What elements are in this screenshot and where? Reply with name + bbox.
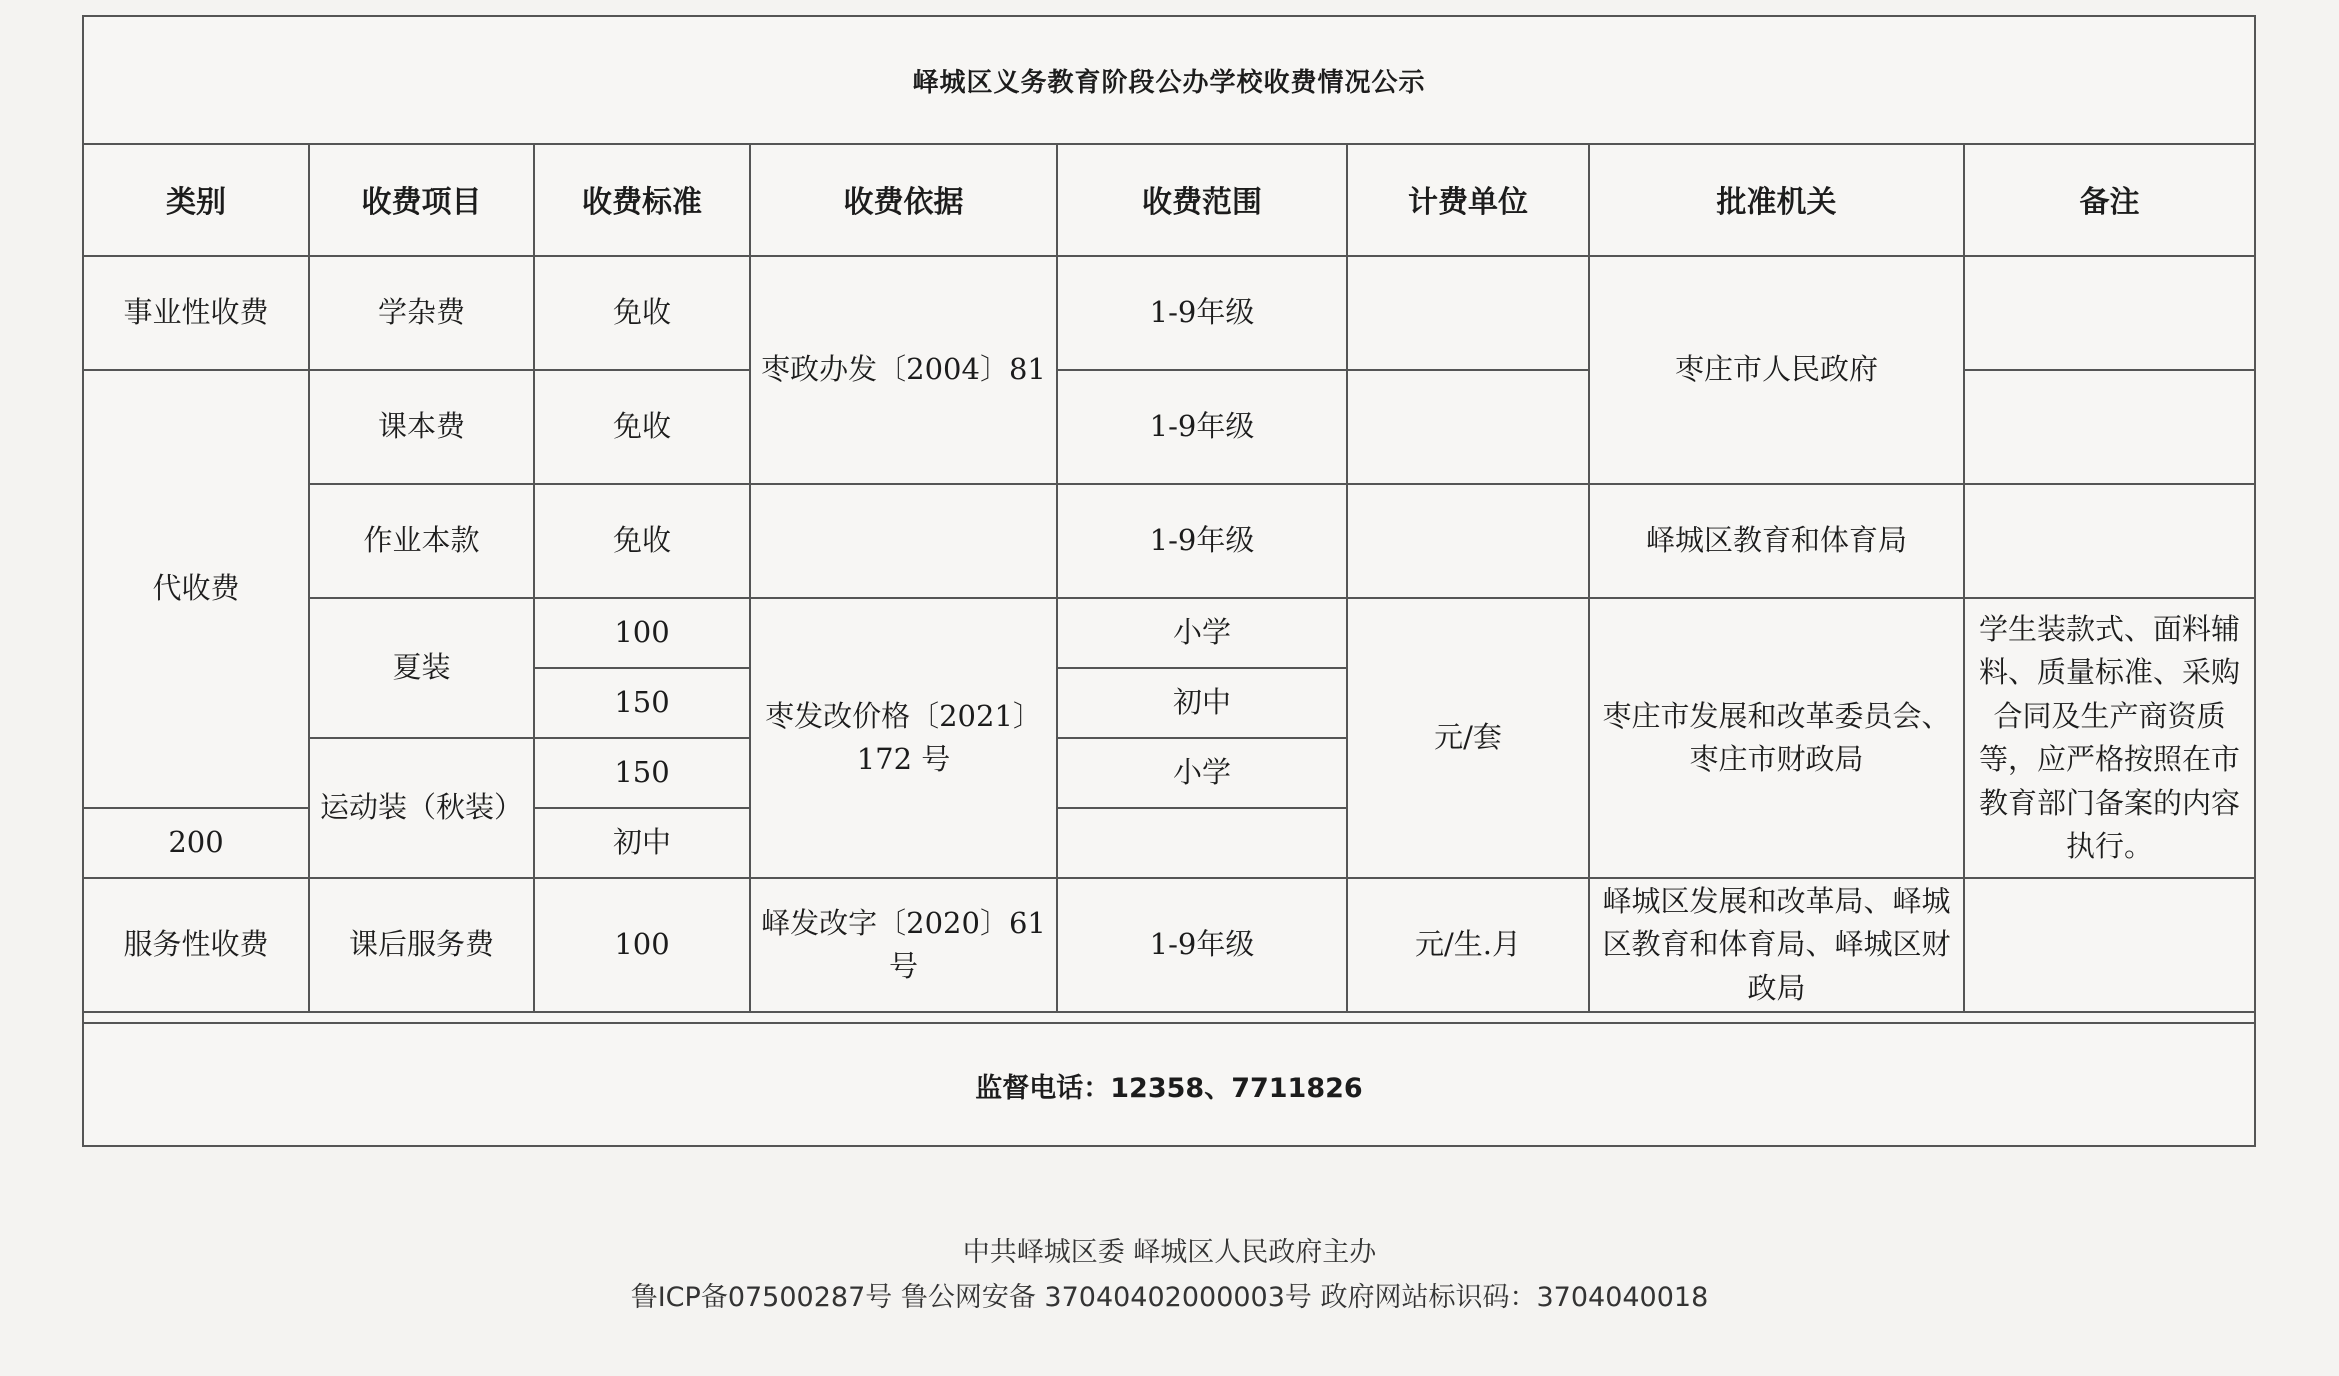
- cell-standard: 免收: [534, 256, 750, 370]
- cell-unit: [1347, 256, 1589, 370]
- cell-authority: 峄城区发展和改革局、峄城区教育和体育局、峄城区财政局: [1589, 878, 1964, 1012]
- cell-basis: [750, 484, 1057, 598]
- site-sponsor: 中共峄城区委 峄城区人民政府主办: [962, 1237, 1377, 1268]
- cell-item: 学杂费: [309, 256, 534, 370]
- header-category: 类别: [84, 143, 309, 256]
- cell-remark: [1964, 878, 2254, 1012]
- cell-category: 代收费: [84, 370, 309, 808]
- cell-category: 事业性收费: [84, 256, 309, 370]
- table-row: [84, 256, 2254, 370]
- table-row: [84, 878, 2254, 1012]
- cell-scope: 小学: [1057, 598, 1347, 668]
- cell-standard: 免收: [534, 484, 750, 598]
- cell-unit: 元/套: [1347, 598, 1589, 878]
- site-registration: 鲁ICP备07500287号 鲁公网安备 37040402000003号 政府网站标识码：3704040018: [630, 1282, 1709, 1313]
- cell-scope: 小学: [1057, 738, 1347, 808]
- fee-notice-sheet: [82, 15, 2256, 1147]
- header-scope: 收费范围: [1057, 143, 1347, 256]
- cell-unit: [1347, 370, 1589, 484]
- supervision-hotline: 监督电话：12358、7711826: [84, 1022, 2254, 1147]
- fee-table: [84, 143, 2254, 1013]
- cell-basis: 枣政办发〔2004〕81: [750, 256, 1057, 484]
- table-row: [84, 484, 2254, 598]
- cell-scope: 1-9年级: [1057, 484, 1347, 598]
- cell-standard: 100: [534, 878, 750, 1012]
- cell-remark: 学生装款式、面料辅料、质量标准、采购合同及生产商资质等，应严格按照在市教育部门备案的内容执行。: [1964, 598, 2254, 878]
- header-standard: 收费标准: [534, 143, 750, 256]
- cell-item: 夏装: [309, 598, 534, 738]
- cell-standard: 100: [534, 598, 750, 668]
- header-authority: 批准机关: [1589, 143, 1964, 256]
- cell-basis: 枣发改价格〔2021〕172 号: [750, 598, 1057, 878]
- cell-remark: [1964, 484, 2254, 598]
- cell-item: 课本费: [309, 370, 534, 484]
- cell-standard: 150: [534, 738, 750, 808]
- cell-item: 运动装（秋装）: [309, 738, 534, 878]
- cell-standard: 200: [84, 808, 309, 878]
- cell-basis: 峄发改字〔2020〕61号: [750, 878, 1057, 1012]
- cell-authority: 枣庄市人民政府: [1589, 256, 1964, 484]
- cell-item: 课后服务费: [309, 878, 534, 1012]
- cell-scope: 1-9年级: [1057, 256, 1347, 370]
- cell-scope: 初中: [534, 808, 750, 878]
- cell-unit: 元/生.月: [1347, 878, 1589, 1012]
- cell-scope: 1-9年级: [1057, 370, 1347, 484]
- cell-authority: 枣庄市发展和改革委员会、枣庄市财政局: [1589, 598, 1964, 878]
- cell-standard: 150: [534, 668, 750, 738]
- cell-remark: [1964, 256, 2254, 370]
- cell-item: 作业本款: [309, 484, 534, 598]
- table-header-row: [84, 143, 2254, 256]
- table-row: [84, 598, 2254, 668]
- cell-category: 服务性收费: [84, 878, 309, 1012]
- header-unit: 计费单位: [1347, 143, 1589, 256]
- cell-scope: 1-9年级: [1057, 878, 1347, 1012]
- header-basis: 收费依据: [750, 143, 1057, 256]
- header-remark: 备注: [1964, 143, 2254, 256]
- cell-authority: 峄城区教育和体育局: [1589, 484, 1964, 598]
- cell-unit: [1347, 484, 1589, 598]
- cell-scope: 初中: [1057, 668, 1347, 738]
- header-item: 收费项目: [309, 143, 534, 256]
- cell-remark: [1964, 370, 2254, 484]
- cell-standard: 免收: [534, 370, 750, 484]
- notice-title: 峄城区义务教育阶段公办学校收费情况公示: [84, 17, 2254, 145]
